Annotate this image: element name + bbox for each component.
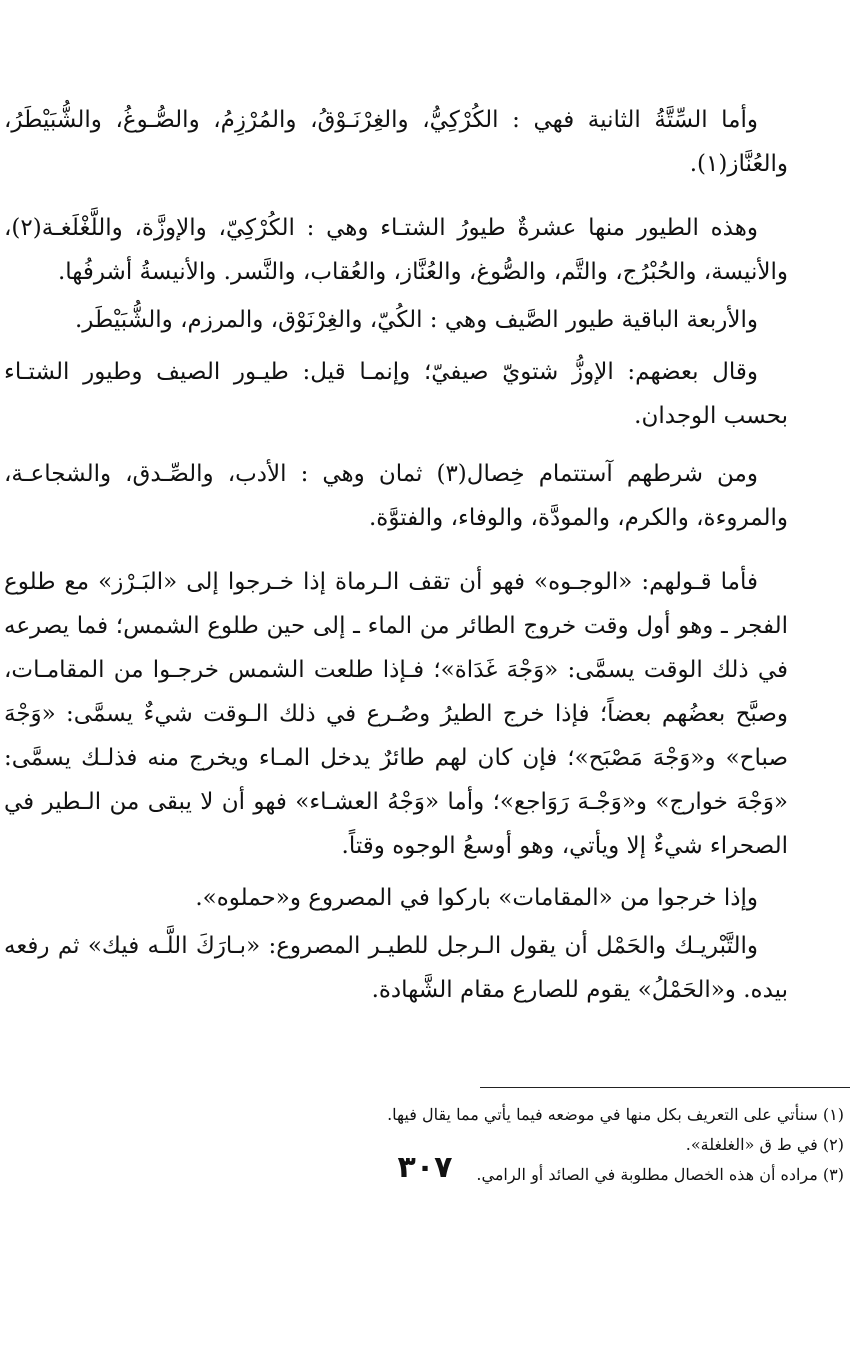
paragraph-eight-virtues: ومن شرطهم آستتمام خِصال(٣) ثمان وهي : الأدب، والصِّـدق، والشجاعـة، والمروءة، والكرم، والمودَّة، والوفاء، والفتوَّة. [4,461,788,531]
paragraph-wujuh: فأما قـولهم: «الوجـوه» فهو أن تقف الـرماة إذا خـرجوا إلى «البَـرْز» مع طلوع الفجر ـ وهو أول وقت خروج الطائر من الماء ـ إلى حين طلوع الشمس؛ فما يصرعه في ذلك الوقت يسمَّى: «وَجْهَ غَدَاة»؛ فـإذا طلعت الشمس خرجـوا من المقامـات، وصبَّح بعضُهم بعضاً؛ فإذا خرج الطيرُ وصُـرع في ذلك الـوقت شيءٌ يسمَّى: «وَجْهَ صباح» و«وَجْهَ مَصْبَح»؛ فإن كان لهم طائرٌ يدخل المـاء ويخرج منه فذلـك يسمَّى: «وَجْهَ خوارج» و«وَجْـهَ رَوَاجع»؛ وأما «وَجْهُ العشـاء» فهو أن لا يبقى من الـطير في الصحراء شيءٌ إلا ويأتي، وهو أوسعُ الوجوه وقتاً. [4,569,788,859]
footnote-1: (١) سنأتي على التعريف بكل منها في موضعه فيما يأتي مما يقال فيها. [387,1105,844,1124]
footnote-2: (٢) في ط ق «الغلغلة». [685,1135,844,1154]
footnote-3: (٣) مراده أن هذه الخصال مطلوبة في الصائد أو الرامي. [476,1165,844,1184]
paragraph-tabrik: والتَّبْريـك والحَمْل أن يقول الـرجل للطيـر المصروع: «بـارَكَ اللَّـه فيك» ثم رفعه بيده. و«الحَمْلُ» يقوم للصارع مقام الشَّهادة. [4,933,788,1003]
paragraph-second-six-birds: وأما السِّتَّةُ الثانية فهي : الكُرْكِيُّ، والغِرْنَـوْقُ، والمُرْزِمُ، والصُّـوغُ، والشُّبَيْطَرُ، والعُنَّاز(١). [4,107,788,177]
paragraph-goose-remark: وقال بعضهم: الإوزُّ شتويّ صيفيّ؛ وإنمـا قيل: طيـور الصيف وطيور الشتـاء بحسب الوجدان. [4,359,788,429]
paragraph-maqamat: وإذا خرجوا من «المقامات» باركوا في المصروع و«حملوه». [195,885,758,911]
main-text [0,98,850,1012]
footnote-divider [480,1087,850,1088]
page-number: ٣٠٧ [397,1150,453,1185]
paragraph-winter-birds: وهذه الطيور منها عشرةٌ طيورُ الشتـاء وهي : الكُرْكِيّ، والإوزَّة، واللَّغْلَغـة(٢)، والأنيسة، والحُبْرُج، والتَّم، والصُّوغ، والعُنَّاز، والعُقاب، والنَّسر. والأنيسةُ أشرفُها. [4,215,788,285]
paragraph-summer-birds: والأربعة الباقية طيور الصَّيف وهي : الكُيّ، والغِرْنَوْق، والمرزم، والشُّبَيْطَر. [74,307,758,333]
